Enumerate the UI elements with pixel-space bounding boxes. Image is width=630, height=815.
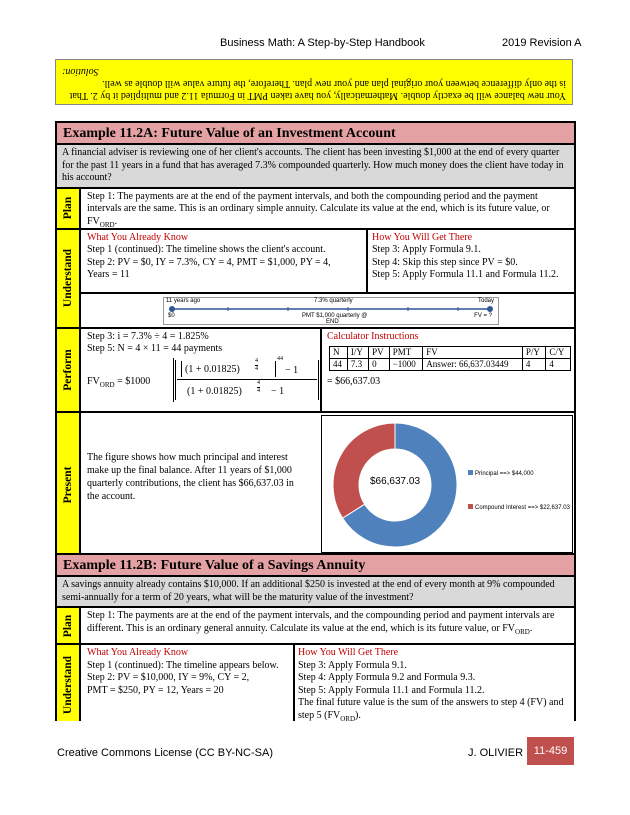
calc-heading: Calculator Instructions: [327, 330, 419, 342]
timeline: [163, 297, 499, 325]
timeline-start: 11 years ago: [166, 297, 201, 304]
license-text: Creative Commons License (CC BY-NC-SA): [57, 747, 273, 759]
calc-value-2: 0: [369, 358, 390, 370]
know-step-2b: PMT = $250, PY = 12, Years = 20: [87, 684, 224, 696]
solution-box: [55, 59, 573, 105]
revision-label: 2019 Revision A: [502, 37, 582, 49]
page-number: 11-459: [527, 737, 574, 765]
plan-label: Plan: [57, 189, 81, 228]
legend-principal: Principal ==> $44,000: [468, 470, 534, 477]
calc-value-4: Answer: 66,637.03449: [423, 358, 523, 370]
plan-text: Step 1: The payments are at the end of the payment intervals, and the compounding period and payment intervals are different. This is an ordinary general annuity. Calculate its value at the end, which is its future value, or $FV_{ORD}$.: [87, 610, 555, 636]
book-title: Business Math: A Step-by-Step Handbook: [220, 37, 425, 49]
plan-row: [57, 189, 574, 230]
plan-text: Step 1: The payments are at the end of the payment intervals, and both the compounding period and the payment intervals are the same. This is an ordinary simple annuity. Calculate its value at the end, which is its future value, or $FV_{ORD}$.: [87, 190, 550, 229]
calc-header-3: PMT: [389, 346, 423, 358]
timeline-pv: $0: [168, 312, 175, 319]
calc-value-6: 4: [546, 358, 571, 370]
calc-header-0: N: [330, 346, 348, 358]
get-step-5: Step 5: Apply Formula 11.1 and Formula 11.2.: [372, 269, 559, 280]
timeline-rate: 7.3% quarterly: [314, 297, 353, 304]
example-11-2a: [55, 121, 576, 559]
calc-header-5: P/Y: [522, 346, 545, 358]
author-name: J. OLIVIER: [468, 747, 524, 759]
get-step-4: Step 4: Skip this step since PV = $0.: [372, 256, 518, 268]
timeline-pmt: PMT $1,000 quarterly @: [302, 312, 368, 319]
get-step-5: Step 5: Apply Formula 11.1 and Formula 11.2.: [298, 684, 485, 696]
understand-label: Understand: [57, 645, 81, 721]
donut-chart-frame: [321, 415, 573, 553]
perform-step-5: Step 5: N = 4 × 11 = 44 payments: [87, 343, 223, 354]
get-final: The final future value is the sum of the answers to step 4 (FV) and step 5 $(FV_{ORD})$.: [298, 697, 564, 721]
know-step-2: Step 2: PV = $0, IY = 7.3%, CY = 4, PMT = $1,000, PY = 4, Years = 11: [87, 256, 331, 280]
calc-value-1: 7.3: [347, 358, 368, 370]
fv-result: = $66,637.03: [327, 375, 381, 387]
example-question: A savings annuity already contains $10,000. If an additional $250 is invested at the end of every month at 9% compounded semi-annually for a term of 20 years, what will be the maturity value of the investment?: [57, 577, 574, 608]
calc-header-2: PV: [369, 346, 390, 358]
plan-row: [57, 608, 574, 645]
understand-label: Understand: [57, 230, 81, 327]
get-step-3: Step 3: Apply Formula 9.1.: [298, 659, 407, 671]
solution-label: Solution:: [62, 66, 99, 77]
get-step-4: Step 4: Apply Formula 9.2 and Formula 9.3.: [298, 672, 476, 683]
example-11-2b: [55, 553, 576, 721]
perform-row: [57, 329, 574, 413]
calculator-table: [329, 346, 571, 371]
legend-interest: Compound Interest ==> $22,637.03: [468, 504, 570, 511]
calc-header-1: I/Y: [347, 346, 368, 358]
present-label: Present: [57, 413, 81, 557]
calc-header-6: C/Y: [546, 346, 571, 358]
calc-header-4: FV: [423, 346, 523, 358]
calc-value-5: 4: [522, 358, 545, 370]
example-question: A financial adviser is reviewing one of her client's accounts. The client has been investing $1,000 at the end of every quarter for the past 11 years in a fund that has averaged 7.3% compounded quarterly. How much money does the client have today in his account?: [57, 145, 574, 189]
perform-step-3: Step 3: i = 7.3% ÷ 4 = 1.825%: [87, 330, 209, 342]
example-title: Example 11.2B: Future Value of a Savings Annuity: [57, 555, 574, 577]
plan-label: Plan: [57, 608, 81, 643]
get-step-3: Step 3: Apply Formula 9.1.: [372, 244, 481, 255]
know-heading: What You Already Know: [87, 647, 189, 658]
know-heading: What You Already Know: [87, 231, 189, 243]
fv-formula: $FV_{ORD}$ = $1000 (1 + 0.01825) 4 4 44 − 1 (1 + 0.01825) 4 4 − 1 = $66,637.03: [87, 357, 347, 407]
timeline-pmt-end: END: [326, 318, 339, 325]
understand-row: [57, 645, 574, 721]
timeline-fv: FV = ?: [474, 312, 492, 319]
present-text: The figure shows how much principal and interest make up the final balance. After 11 years of $1,000 quarterly contributions, the client has $66,637.03 in the account.: [87, 451, 294, 502]
perform-label: Perform: [57, 329, 81, 411]
solution-text: Your new balance will be exactly double. Mathematically, you have taken PMT in Formula 11.2 and multiplied it by 2. That is the only difference between your original plan and your new plan. Therefore, the future value will double as well.: [69, 78, 566, 101]
get-heading: How You Will Get There: [298, 647, 399, 658]
calc-value-0: 44: [330, 358, 348, 370]
donut-slice-compound-interest: [333, 423, 395, 518]
know-step-1: Step 1 (continued): The timeline shows the client's account.: [87, 244, 326, 255]
calc-value-3: −1000: [389, 358, 423, 370]
know-step-1: Step 1 (continued): The timeline appears below.: [87, 659, 279, 671]
get-heading: How You Will Get There: [372, 231, 473, 243]
donut-center-value: $66,637.03: [369, 475, 421, 487]
know-step-2: Step 2: PV = $10,000, IY = 9%, CY = 2,: [87, 672, 250, 683]
timeline-line: [168, 305, 494, 313]
understand-row: [57, 230, 574, 329]
example-title: Example 11.2A: Future Value of an Investment Account: [57, 123, 574, 145]
present-row: [57, 413, 574, 559]
timeline-end: Today: [477, 297, 494, 304]
